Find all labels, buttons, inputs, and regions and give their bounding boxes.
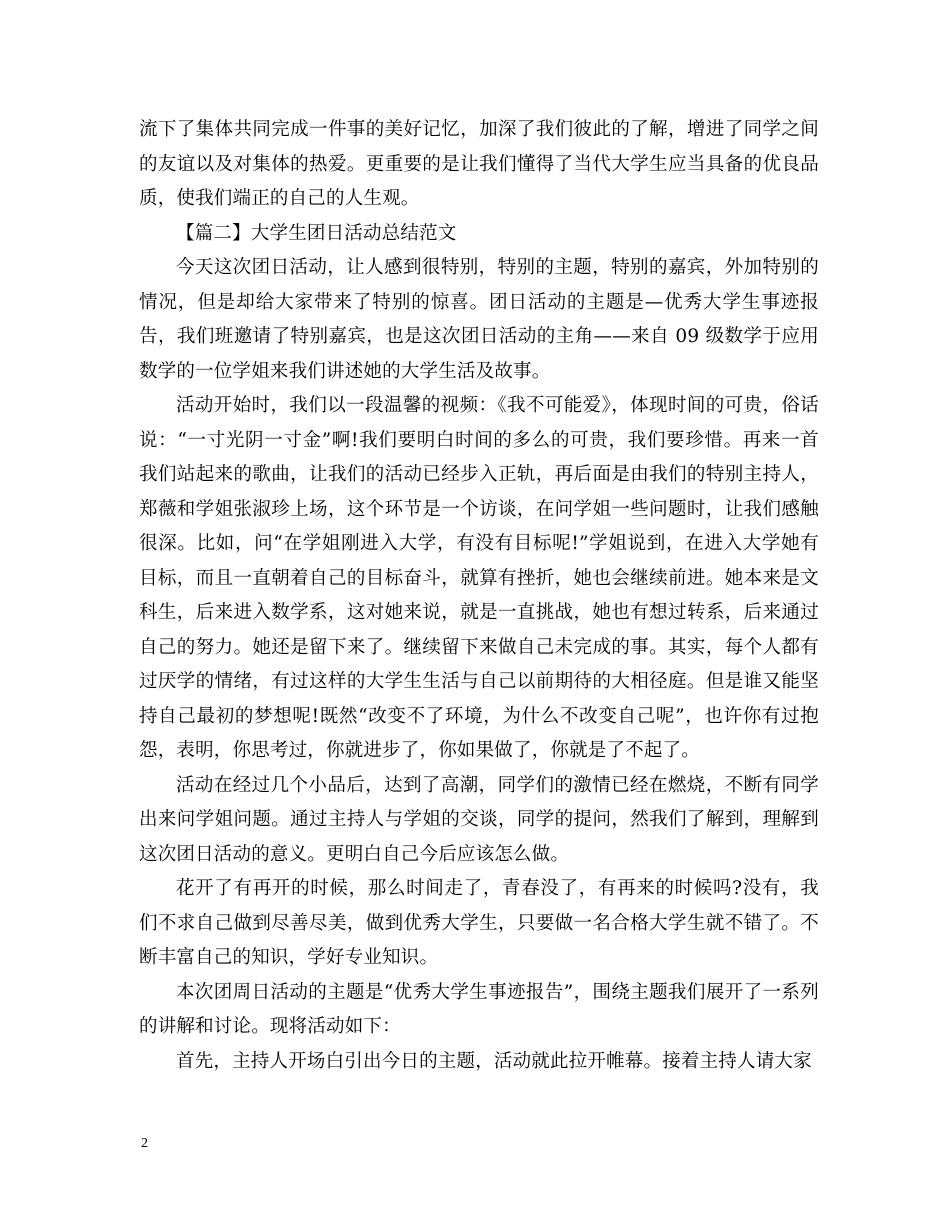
paragraph: 首先，主持人开场白引出今日的主题，活动就此拉开帷幕。接着主持人请大家 [176, 1050, 812, 1072]
page-number: 2 [141, 1136, 148, 1151]
paragraph: 花开了有再开的时候，那么时间走了，青春没了，有再来的时候吗?没有，我们不求自己做到尽善尽美，做到优秀大学生，只要做一名合格大学生就不错了。不断丰富自己的知识，学好专业知识。 [139, 878, 819, 968]
document-body [139, 113, 819, 1079]
paragraph: 今天这次团日活动，让人感到很特别，特别的主题，特别的嘉宾，外加特别的情况，但是却给大家带来了特别的惊喜。团日活动的主题是—优秀大学生事迹报告，我们班邀请了特别嘉宾，也是这次团日活动的主角——来自 09 级数学于应用数学的一位学姐来我们讲述她的大学生活及故事。 [139, 257, 819, 382]
paragraph: 流下了集体共同完成一件事的美好记忆，加深了我们彼此的了解，增进了同学之间的友谊以及对集体的热爱。更重要的是让我们懂得了当代大学生应当具备的优良品质，使我们端正的自己的人生观。 [139, 119, 819, 209]
paragraph: 活动在经过几个小品后，达到了高潮，同学们的激情已经在燃烧，不断有同学出来问学姐问题。通过主持人与学姐的交谈，同学的提问，然我们了解到，理解到这次团日活动的意义。更明白自己今后应该怎么做。 [139, 774, 819, 865]
paragraph: 本次团周日活动的主题是“优秀大学生事迹报告”，围绕主题我们展开了一系列的讲解和讨论。现将活动如下： [139, 981, 819, 1037]
section-heading: 【篇二】大学生团日活动总结范文 [176, 222, 457, 244]
paragraph: 活动开始时，我们以一段温馨的视频：《我不可能爱》，体现时间的可贵，俗话说：“一寸光阴一寸金”啊!我们要明白时间的多么的可贵，我们要珍惜。再来一首我们站起来的歌曲，让我们的活动已经步入正轨，再后面是由我们的特别主持人，郑薇和学姐张淑珍上场，这个环节是一个访谈，在问学姐一些问题时，让我们感触很深。比如，问“在学姐刚进入大学，有没有目标呢!”学姐说到，在进入大学她有目标，而且一直朝着自己的目标奋斗，就算有挫折，她也会继续前进。她本来是文科生，后来进入数学系，这对她来说，就是一直挑战，她也有想过转系，后来通过自己的努力。她还是留下来了。继续留下来做自己未完成的事。其实，每个人都有过厌学的情绪，有过这样的大学生生活与自己以前期待的大相径庭。但是谁又能坚持自己最初的梦想呢!既然“改变不了环境，为什么不改变自己呢”，也许你有过抱怨，表明，你思考过，你就进步了，你如果做了，你就是了不起了。 [139, 395, 819, 761]
